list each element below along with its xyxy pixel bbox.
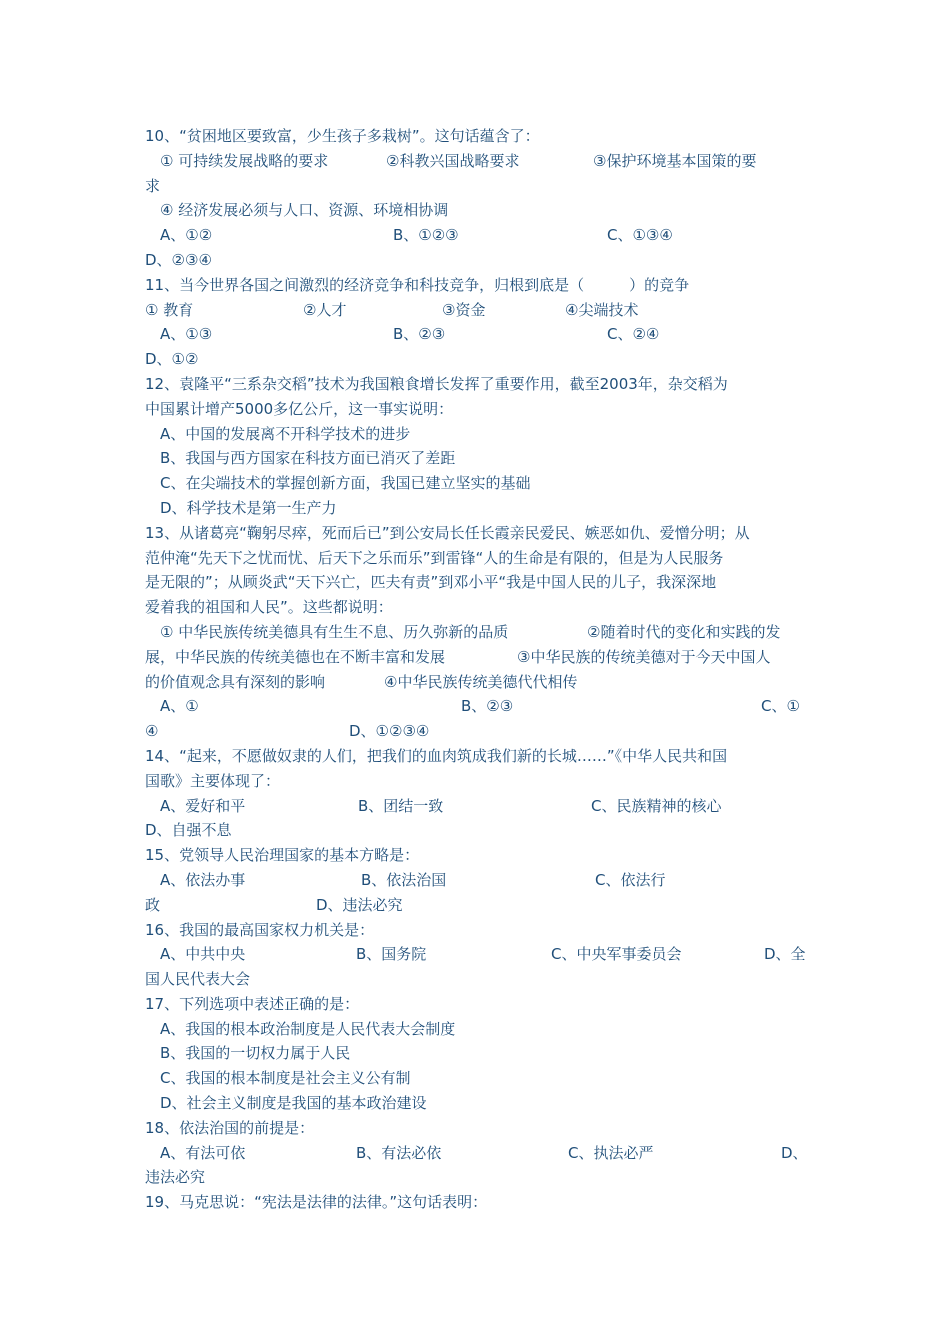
q16-option-a: A、中共中央 <box>160 945 246 964</box>
q14-option-a: A、爱好和平 <box>160 796 246 815</box>
q17-option-b: B、我国的一切权力属于人民 <box>160 1044 351 1063</box>
q10-option-a: A、①② <box>160 226 213 245</box>
q13-statements-row3 <box>145 670 809 695</box>
q17-option-a: A、我国的根本政治制度是人民代表大会制度 <box>160 1019 456 1038</box>
question-14-stem-line2: 国歌》主要体现了： <box>145 771 281 790</box>
q13-statements-row2 <box>145 645 809 670</box>
q16-option-d: D、全 <box>764 945 806 964</box>
q18-options <box>145 1141 809 1166</box>
q13-option-c: C、① <box>761 697 800 716</box>
question-15-stem: 15、党领导人民治理国家的基本方略是： <box>145 846 420 865</box>
q12-option-a: A、中国的发展离不开科学技术的进步 <box>160 424 411 443</box>
q11-statement-3: ③资金 <box>442 300 486 319</box>
q16-option-c: C、中央军事委员会 <box>551 945 682 964</box>
q18-option-a: A、有法可依 <box>160 1143 246 1162</box>
q18-option-d: D、 <box>781 1143 808 1162</box>
q11-statements <box>145 298 809 323</box>
q15-option-c-wrap: 政 <box>145 895 161 914</box>
q13-statement-3-end: 的价值观念具有深刻的影响 <box>145 672 326 691</box>
q18-option-d-wrap: 违法必究 <box>145 1168 206 1187</box>
q13-statement-4: ④中华民族传统美德代代相传 <box>384 672 578 691</box>
q15-option-a: A、依法办事 <box>160 870 246 889</box>
q14-options <box>145 794 809 819</box>
q18-option-c: C、执法必严 <box>568 1143 654 1162</box>
q13-options-row2 <box>145 719 809 744</box>
q10-option-c: C、①③④ <box>607 226 673 245</box>
q14-option-c: C、民族精神的核心 <box>591 796 722 815</box>
question-12-stem-line1: 12、袁隆平“三系杂交稻”技术为我国粮食增长发挥了重要作用，截至2003年，杂交稻为 <box>145 374 728 393</box>
question-14-stem-line1: 14、“起来，不愿做奴隶的人们，把我们的血肉筑成我们新的长城……”《中华人民共和国 <box>145 746 728 765</box>
question-12-stem-line2: 中国累计增产5000多亿公斤，这一事实说明： <box>145 399 454 418</box>
question-16-stem: 16、我国的最高国家权力机关是： <box>145 920 375 939</box>
question-list <box>145 124 809 1215</box>
q13-statement-1: ① 中华民族传统美德具有生生不息、历久弥新的品质 <box>160 622 509 641</box>
question-10-statements-row1 <box>145 149 809 174</box>
q10-statement-3: ③保护环境基本国策的要 <box>593 151 757 170</box>
q13-option-a: A、① <box>160 697 199 716</box>
q11-statement-4: ④尖端技术 <box>565 300 639 319</box>
q10-statement-2: ②科教兴国战略要求 <box>386 151 520 170</box>
q18-option-b: B、有法必依 <box>356 1143 442 1162</box>
question-18-stem: 18、依法治国的前提是： <box>145 1118 315 1137</box>
question-13-stem-line4: 爱着我的祖国和人民”。这些都说明： <box>145 598 393 617</box>
question-10-stem: 10、“贫困地区要致富，少生孩子多栽树”。这句话蕴含了： <box>145 127 540 145</box>
q17-option-c: C、我国的根本制度是社会主义公有制 <box>160 1069 411 1088</box>
question-11-stem: 11、当今世界各国之间激烈的经济竞争和科技竞争，归根到底是（ ）的竞争 <box>145 275 690 294</box>
q13-statement-2-start: ②随着时代的变化和实践的发 <box>587 622 781 641</box>
q13-statement-2-end: 展，中华民族的传统美德也在不断丰富和发展 <box>145 647 446 666</box>
q10-statement-1: ① 可持续发展战略的要求 <box>160 151 329 170</box>
q11-option-b: B、②③ <box>393 325 446 344</box>
q12-option-c: C、在尖端技术的掌握创新方面，我国已建立坚实的基础 <box>160 474 531 493</box>
q15-option-d: D、违法必究 <box>316 895 403 914</box>
q11-option-d: D、①② <box>145 350 199 369</box>
q13-statements-row1 <box>145 620 809 645</box>
q10-statement-3-wrap: 求 <box>145 176 161 195</box>
q13-statement-3-start: ③中华民族的传统美德对于今天中国人 <box>517 647 771 666</box>
question-17-stem: 17、下列选项中表述正确的是： <box>145 994 360 1013</box>
question-19-stem: 19、马克思说：“宪法是法律的法律。”这句话表明： <box>145 1193 488 1212</box>
q17-option-d: D、社会主义制度是我国的基本政治建设 <box>160 1094 427 1113</box>
q11-options <box>145 322 809 347</box>
q16-option-d-wrap: 国人民代表大会 <box>145 970 251 989</box>
question-13-stem-line3: 是无限的”；从顾炎武“天下兴亡，匹夫有责”到邓小平“我是中国人民的儿子，我深深地 <box>145 573 717 592</box>
q12-option-d: D、科学技术是第一生产力 <box>160 498 337 517</box>
q13-options <box>145 694 809 719</box>
q15-option-c: C、依法行 <box>595 870 666 889</box>
q15-option-b: B、依法治国 <box>361 870 447 889</box>
q11-statement-2: ②人才 <box>303 300 347 319</box>
q15-options-row2 <box>145 893 809 918</box>
q10-statement-4: ④ 经济发展必须与人口、资源、环境相协调 <box>160 201 449 220</box>
question-13-stem-line1: 13、从诸葛亮“鞠躬尽瘁，死而后已”到公安局长任长霞亲民爱民、嫉恶如仇、爱憎分明；从 <box>145 523 750 542</box>
q13-option-d: D、①②③④ <box>349 722 430 741</box>
question-13-stem-line2: 范仲淹“先天下之忧而忧、后天下之乐而乐”到雷锋“人的生命是有限的，但是为人民服务 <box>145 548 724 567</box>
q16-option-b: B、国务院 <box>356 945 427 964</box>
q10-option-b: B、①②③ <box>393 226 459 245</box>
q12-option-b: B、我国与西方国家在科技方面已消灭了差距 <box>160 449 456 468</box>
q11-option-c: C、②④ <box>607 325 660 344</box>
q14-option-b: B、团结一致 <box>358 796 444 815</box>
q15-options <box>145 868 809 893</box>
q11-option-a: A、①③ <box>160 325 213 344</box>
q16-options <box>145 942 809 967</box>
q13-option-c-wrap: ④ <box>145 722 159 741</box>
q13-option-b: B、②③ <box>461 697 514 716</box>
q14-option-d: D、自强不息 <box>145 821 232 840</box>
q10-options <box>145 223 809 248</box>
q10-option-d: D、②③④ <box>145 250 212 269</box>
q11-statement-1: ① 教育 <box>145 300 194 319</box>
